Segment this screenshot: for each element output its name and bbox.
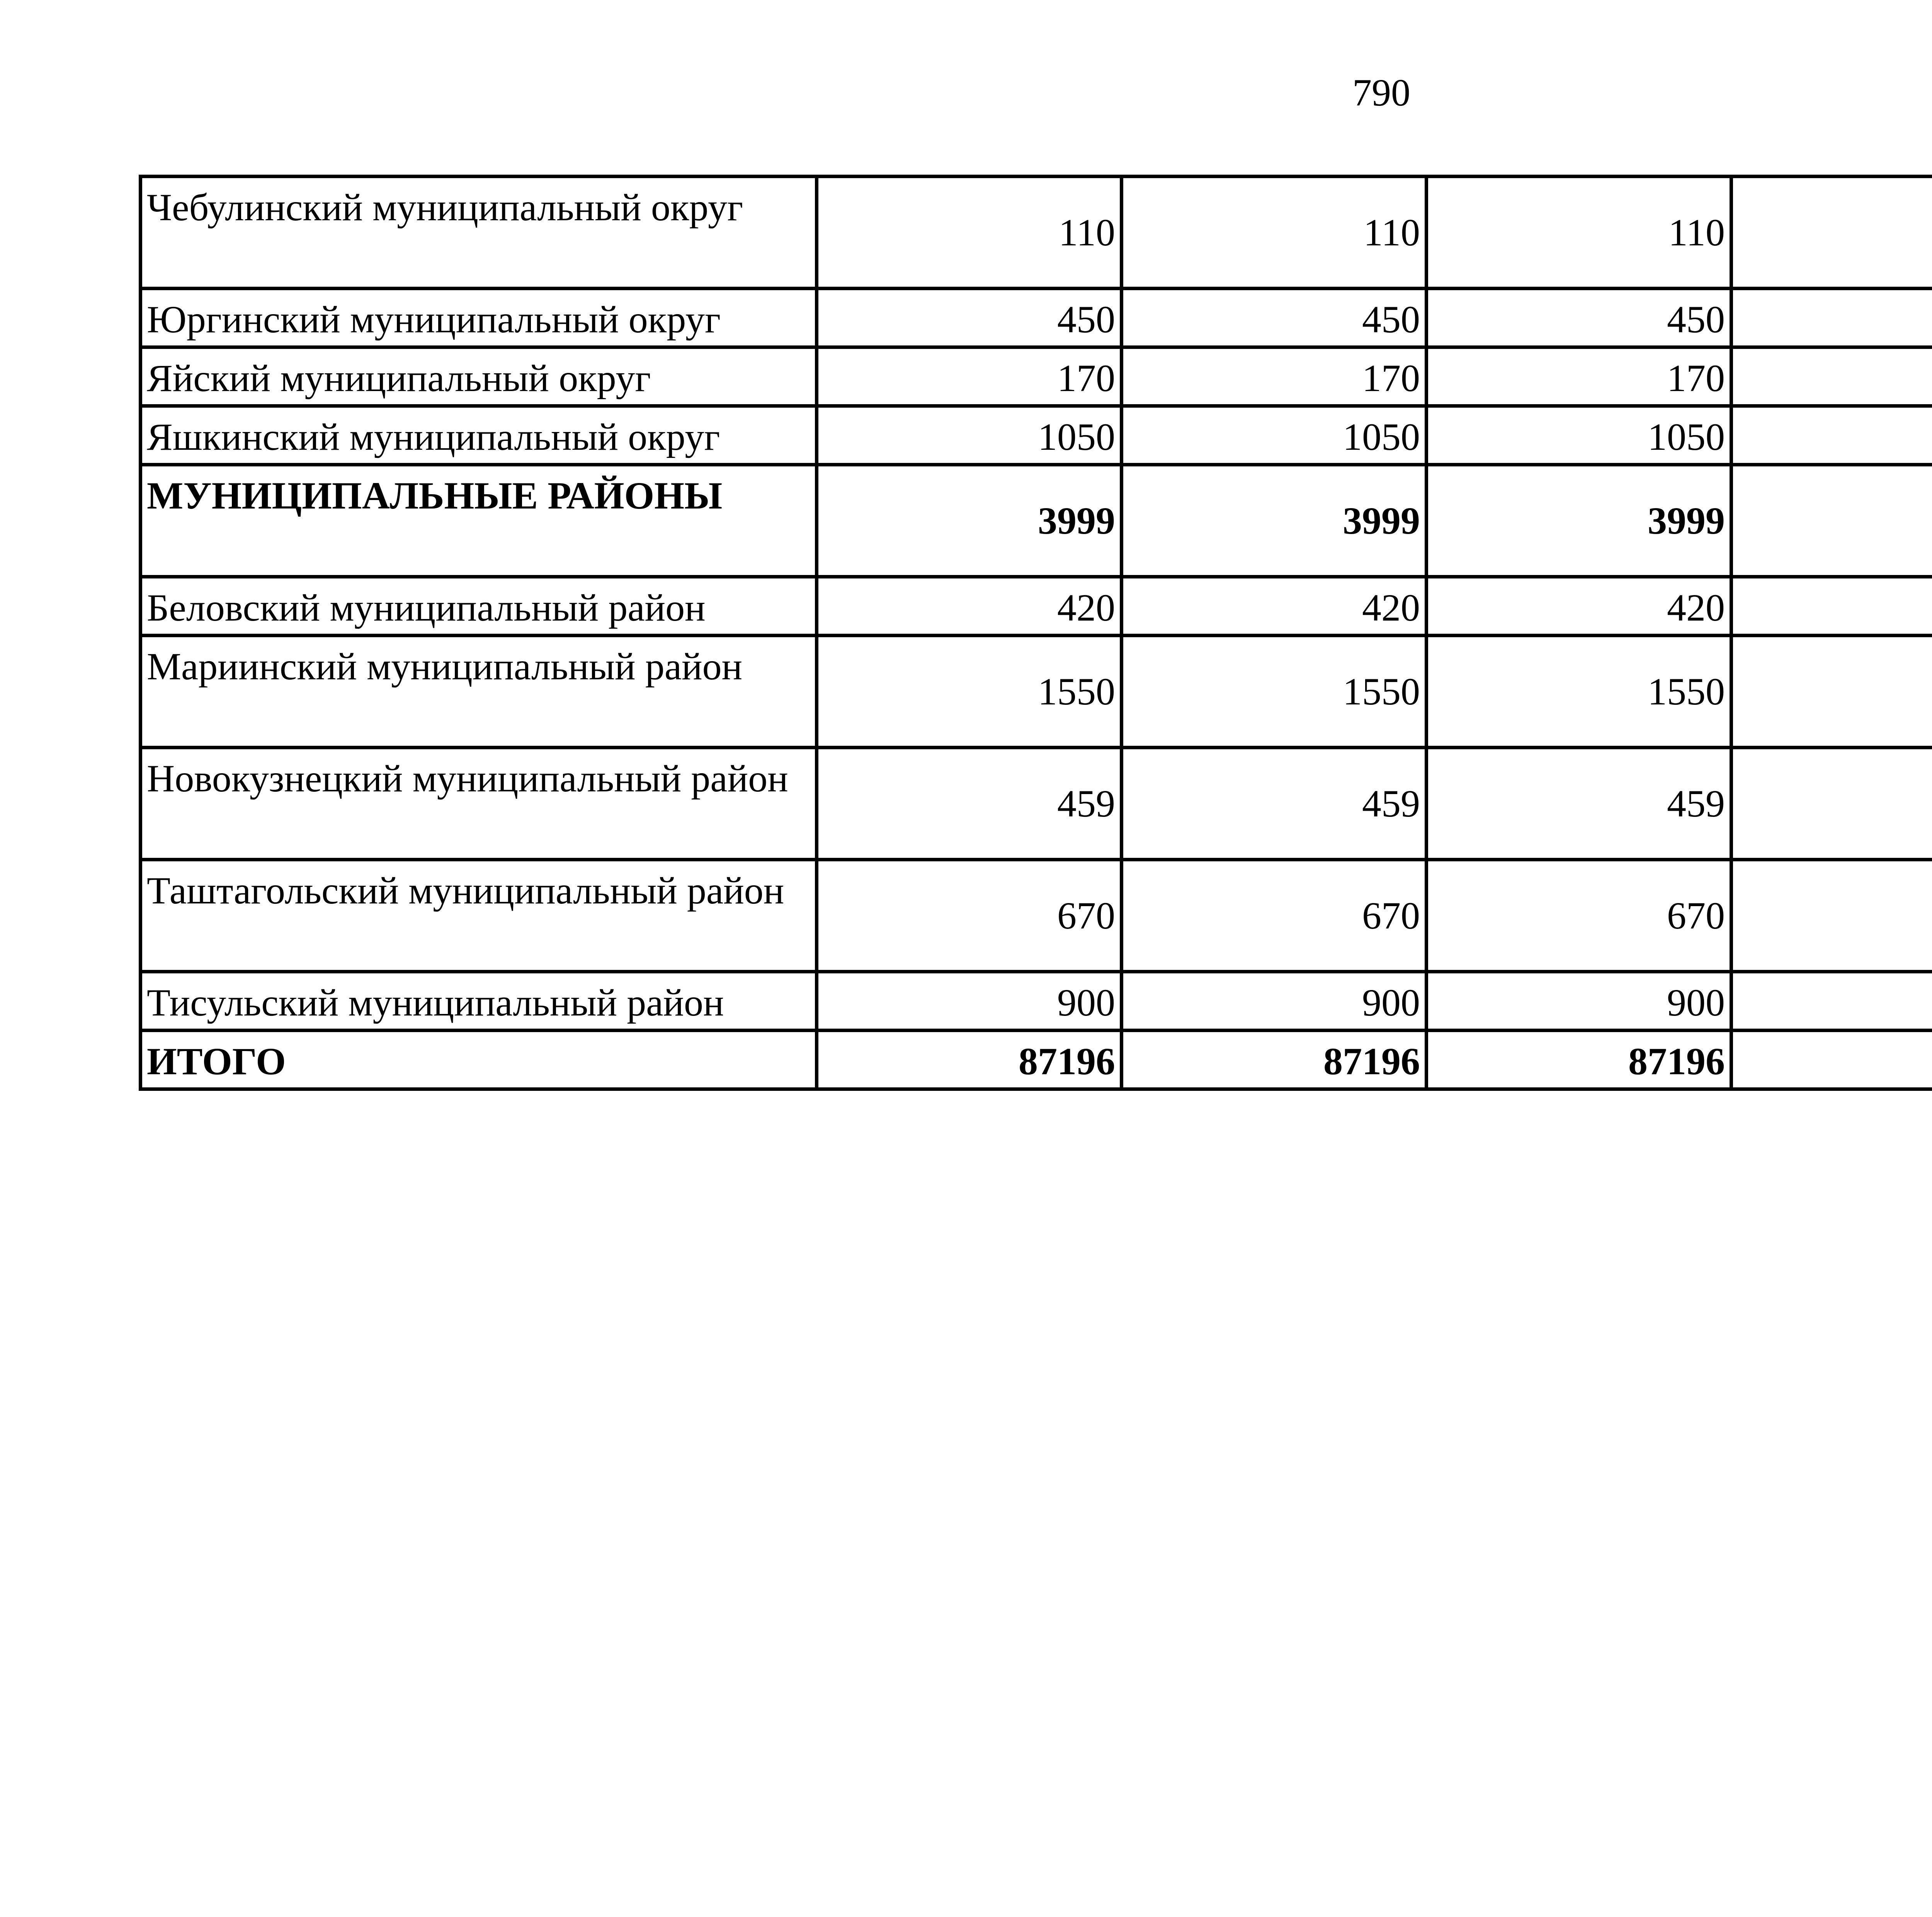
row-name-cell bbox=[141, 972, 817, 1031]
value-cell-1: 1050 bbox=[817, 406, 1122, 465]
value-cell-3: 170 bbox=[1427, 347, 1731, 406]
table-body bbox=[141, 177, 1932, 1089]
value-cell-2: 110 bbox=[1122, 177, 1427, 289]
row-name: Чебулинский муниципальный округ bbox=[147, 186, 743, 229]
value-cell-3: 900 bbox=[1427, 972, 1731, 1031]
row-name: Беловский муниципальный район bbox=[147, 586, 706, 629]
table-row-total bbox=[141, 465, 1932, 577]
row-name: Яшкинский муниципальный округ bbox=[147, 415, 720, 458]
row-name-cell bbox=[141, 860, 817, 972]
table-row bbox=[141, 577, 1932, 636]
value-cell-2: 87196 bbox=[1122, 1031, 1427, 1089]
value-cell-3: 110 bbox=[1427, 177, 1731, 289]
value-cell-1: 1550 bbox=[817, 636, 1122, 748]
value-cell-4 bbox=[1731, 636, 1932, 748]
row-name: Яйский муниципальный округ bbox=[147, 357, 651, 400]
value-cell-4 bbox=[1731, 1031, 1932, 1089]
value-cell-4 bbox=[1731, 289, 1932, 347]
value-cell-2: 670 bbox=[1122, 860, 1427, 972]
table-row bbox=[141, 636, 1932, 748]
value-cell-3: 1050 bbox=[1427, 406, 1731, 465]
value-cell-4 bbox=[1731, 465, 1932, 577]
row-name: Мариинский муниципальный район bbox=[147, 645, 743, 688]
value-cell-4 bbox=[1731, 347, 1932, 406]
row-name-cell bbox=[141, 347, 817, 406]
value-cell-4 bbox=[1731, 406, 1932, 465]
table-row bbox=[141, 748, 1932, 860]
table-row bbox=[141, 347, 1932, 406]
value-cell-3: 450 bbox=[1427, 289, 1731, 347]
value-cell-1: 87196 bbox=[817, 1031, 1122, 1089]
value-cell-3: 87196 bbox=[1427, 1031, 1731, 1089]
row-name: Таштагольский муниципальный район bbox=[147, 869, 784, 912]
value-cell-4 bbox=[1731, 577, 1932, 636]
value-cell-4 bbox=[1731, 860, 1932, 972]
row-name-cell bbox=[141, 465, 817, 577]
row-name: Юргинский муниципальный округ bbox=[147, 298, 721, 341]
value-cell-2: 420 bbox=[1122, 577, 1427, 636]
value-cell-3: 459 bbox=[1427, 748, 1731, 860]
value-cell-2: 1550 bbox=[1122, 636, 1427, 748]
page-number: 790 bbox=[1352, 71, 1410, 114]
value-cell-4 bbox=[1731, 748, 1932, 860]
value-cell-4 bbox=[1731, 972, 1932, 1031]
row-name-cell bbox=[141, 289, 817, 347]
value-cell-1: 170 bbox=[817, 347, 1122, 406]
row-name: МУНИЦИПАЛЬНЫЕ РАЙОНЫ bbox=[147, 474, 723, 517]
value-cell-2: 170 bbox=[1122, 347, 1427, 406]
value-cell-3: 1550 bbox=[1427, 636, 1731, 748]
value-cell-1: 110 bbox=[817, 177, 1122, 289]
row-name-cell bbox=[141, 406, 817, 465]
value-cell-4 bbox=[1731, 177, 1932, 289]
value-cell-3: 3999 bbox=[1427, 465, 1731, 577]
value-cell-2: 1050 bbox=[1122, 406, 1427, 465]
table-row bbox=[141, 406, 1932, 465]
table-row bbox=[141, 177, 1932, 289]
value-cell-1: 450 bbox=[817, 289, 1122, 347]
table-row-total bbox=[141, 1031, 1932, 1089]
value-cell-1: 3999 bbox=[817, 465, 1122, 577]
value-cell-2: 3999 bbox=[1122, 465, 1427, 577]
table-row bbox=[141, 860, 1932, 972]
value-cell-1: 670 bbox=[817, 860, 1122, 972]
row-name: Тисульский муниципальный район bbox=[147, 981, 724, 1024]
value-cell-2: 900 bbox=[1122, 972, 1427, 1031]
table-row bbox=[141, 289, 1932, 347]
value-cell-3: 670 bbox=[1427, 860, 1731, 972]
row-name-cell bbox=[141, 1031, 817, 1089]
value-cell-1: 900 bbox=[817, 972, 1122, 1031]
value-cell-2: 450 bbox=[1122, 289, 1427, 347]
value-cell-3: 420 bbox=[1427, 577, 1731, 636]
value-cell-2: 459 bbox=[1122, 748, 1427, 860]
value-cell-1: 459 bbox=[817, 748, 1122, 860]
row-name-cell bbox=[141, 177, 817, 289]
row-name-cell bbox=[141, 577, 817, 636]
data-table bbox=[139, 175, 1932, 1091]
value-cell-1: 420 bbox=[817, 577, 1122, 636]
row-name: ИТОГО bbox=[147, 1040, 286, 1083]
table-row bbox=[141, 972, 1932, 1031]
row-name: Новокузнецкий муниципальный район bbox=[147, 757, 788, 800]
row-name-cell bbox=[141, 636, 817, 748]
row-name-cell bbox=[141, 748, 817, 860]
